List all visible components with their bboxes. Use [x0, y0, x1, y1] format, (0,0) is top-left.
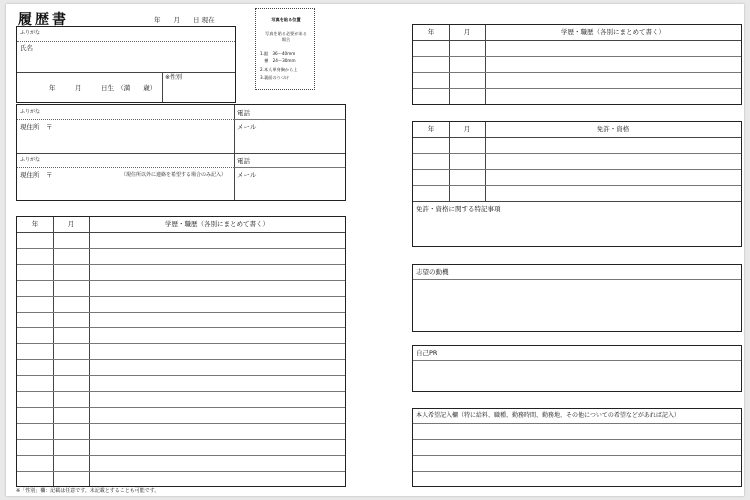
history-row-line	[17, 391, 345, 392]
contact-email-label: メール	[237, 171, 257, 179]
birth-label: 年 月 日生 （満 歳）	[49, 84, 157, 92]
gender-label: ※性別	[165, 74, 183, 81]
photo-line3: 1.縦 36〜40mm	[260, 51, 296, 56]
phone-label: 電話	[237, 109, 250, 117]
contact-phone-label: 電話	[237, 157, 250, 165]
col-description: 学歴・職歴（各別にまとめて書く）	[165, 220, 269, 228]
email-label: メール	[237, 123, 257, 131]
photo-line1: 写真を貼る必要がある	[265, 31, 307, 36]
history-row-line	[17, 375, 345, 376]
contact-address-label: 現住所 〒	[20, 171, 53, 179]
self-pr-label: 自己PR	[416, 349, 438, 357]
history-row-line	[17, 455, 345, 456]
history-table-left	[16, 216, 346, 487]
license-col-month: 月	[463, 125, 471, 133]
address-label: 現住所 〒	[20, 123, 53, 131]
resume-sheet	[6, 4, 744, 496]
photo-line2: 場合	[281, 37, 291, 42]
name-furigana-label: ふりがな	[20, 30, 41, 36]
history-row-line	[17, 296, 345, 297]
date-line: 年 月 日 現在	[154, 16, 215, 24]
photo-line6: 3.裏面のりづけ	[260, 75, 290, 80]
history-row-line	[17, 280, 345, 281]
photo-line4: 横 24〜30mm	[260, 58, 296, 63]
col-month-right: 月	[463, 28, 471, 36]
history-table-right	[412, 24, 742, 105]
photo-line5: 2.本人単身胸から上	[260, 67, 298, 72]
col-year-right: 年	[427, 28, 435, 36]
history-row-line	[17, 359, 345, 360]
history-row-line	[17, 248, 345, 249]
history-row-line	[17, 343, 345, 344]
license-table	[412, 121, 742, 247]
motivation-label: 志望の動機	[416, 268, 449, 276]
resume-title: 履歴書	[18, 12, 69, 28]
contact-note: （現住所以外に連絡を希望する場合のみ記入）	[121, 172, 227, 178]
contact-box	[16, 104, 346, 201]
history-row-line	[17, 232, 345, 233]
name-box	[16, 26, 236, 103]
history-row-line	[17, 327, 345, 328]
address-furigana-label: ふりがな	[20, 109, 41, 115]
contact-furigana-label: ふりがな	[20, 157, 41, 163]
footnote: ※「性別」欄：記載は任意です。未記載とすることも可能です。	[16, 488, 160, 494]
history-row-line	[17, 264, 345, 265]
wishes-label: 本人希望記入欄（特に給料、職種、勤務時間、勤務地、その他についての希望などがあれば記入）	[416, 412, 680, 419]
motivation-box	[412, 264, 742, 332]
history-row-line	[17, 439, 345, 440]
self-pr-box	[412, 345, 742, 392]
license-col-year: 年	[427, 125, 435, 133]
history-row-line	[17, 407, 345, 408]
history-row-line	[17, 471, 345, 472]
history-row-line	[17, 423, 345, 424]
name-label: 氏名	[20, 44, 33, 52]
wishes-box	[412, 408, 742, 487]
col-description-right: 学歴・職歴（各別にまとめて書く）	[561, 28, 665, 36]
license-col-description: 免許・資格	[596, 125, 630, 133]
photo-placeholder	[255, 8, 315, 90]
col-month: 月	[67, 220, 75, 228]
history-row-line	[17, 312, 345, 313]
photo-title: 写真を貼る位置	[271, 17, 301, 22]
col-year: 年	[31, 220, 39, 228]
license-notes-label: 免許・資格に関する特記事項	[416, 205, 501, 213]
